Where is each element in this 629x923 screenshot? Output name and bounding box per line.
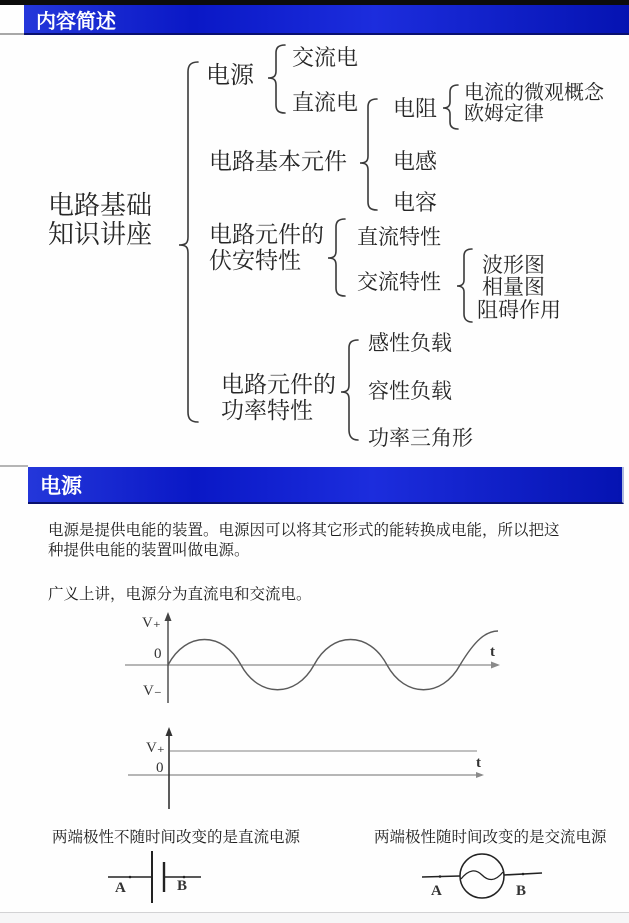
brace-vi	[328, 219, 345, 296]
ac-source-circle	[460, 854, 504, 898]
ac-vplus-label: V₊	[142, 615, 161, 631]
ac-zero-label: 0	[154, 646, 162, 662]
section1-title: 内容简述	[36, 10, 116, 33]
ac-waveform-plot	[120, 608, 518, 713]
node-dc: 直流电	[292, 90, 359, 115]
ac-source-symbol	[415, 843, 550, 911]
ac-waveform-chart	[120, 608, 518, 713]
node-vi	[209, 222, 324, 274]
node-waveform: 波形图	[482, 253, 545, 277]
brace-resistor	[443, 85, 458, 129]
node-resistor: 电阻	[393, 96, 438, 121]
node-vi-ac: 交流特性	[357, 270, 441, 294]
node-power: 电源	[206, 63, 254, 89]
ac-t-label: t	[490, 644, 495, 660]
ac-source-sine	[461, 871, 503, 880]
dc-waveform-plot	[120, 725, 500, 815]
battery-terminal-a: A	[115, 880, 126, 896]
node-capacitor: 电容	[393, 190, 438, 215]
dc-caption: 两端极性不随时间改变的是直流电源	[52, 829, 301, 846]
pw-line2: 功率特性	[221, 397, 313, 423]
x-axis-arrow	[491, 662, 500, 669]
node-impedance: 阻碍作用	[477, 298, 561, 322]
dc-zero-label: 0	[156, 760, 164, 776]
bottom-strip	[0, 912, 629, 923]
dc-t-label: t	[476, 755, 481, 771]
brace-components	[360, 99, 377, 210]
node-power-triangle: 功率三角形	[368, 426, 473, 450]
section2-title: 电源	[40, 474, 82, 498]
node-power-char	[221, 372, 336, 424]
node-inductive-load: 感性负载	[368, 331, 452, 355]
ac-vminus-label: V₋	[143, 683, 162, 699]
ac-terminal-b: B	[516, 883, 527, 899]
brace-ac-char	[457, 249, 472, 322]
battery-symbol-drawing	[100, 847, 210, 909]
definition-line2: 种提供电能的装置叫做电源。	[48, 542, 250, 559]
node-inductor: 电感	[393, 149, 438, 174]
node-resistor-sub2: 欧姆定律	[464, 103, 544, 125]
header2-left-edge	[0, 465, 28, 467]
y-axis-arrow	[166, 727, 173, 736]
vi-line2: 伏安特性	[209, 247, 301, 273]
node-ac: 交流电	[292, 45, 359, 70]
dc-vplus-label: V₊	[146, 740, 165, 756]
battery-terminal-b: B	[177, 878, 188, 894]
section2-header-bar	[28, 467, 624, 504]
brace-power-char	[341, 340, 358, 440]
brace-root	[179, 62, 198, 422]
mindmap-root	[48, 191, 152, 249]
root-line1: 电路基础	[48, 191, 153, 220]
ac-caption: 两端极性随时间改变的是交流电源	[374, 829, 607, 846]
node-resistor-sub1: 电流的微观概念	[464, 82, 604, 104]
pw-line1: 电路元件的	[221, 372, 336, 397]
ac-source-drawing	[415, 843, 550, 911]
vi-line1: 电路元件的	[209, 222, 324, 247]
node-vi-dc: 直流特性	[357, 225, 441, 249]
node-capacitive-load: 容性负载	[368, 379, 452, 403]
dc-waveform-chart	[120, 725, 500, 815]
root-line2: 知识讲座	[48, 220, 153, 250]
definition-paragraph	[48, 521, 560, 561]
definition-line1: 电源是提供电能的装置。电源因可以将其它形式的能转换成电能，所以把这	[48, 522, 560, 539]
brace-power	[268, 45, 285, 113]
node-phasor: 相量图	[482, 275, 545, 299]
node-components: 电路基本元件	[209, 149, 347, 174]
intro-sentence: 广义上讲，电源分为直流电和交流电。	[48, 586, 312, 603]
x-axis-arrow	[476, 772, 484, 778]
sine-curve	[168, 631, 498, 690]
y-axis-arrow	[165, 612, 172, 621]
battery-symbol	[100, 847, 210, 909]
ac-terminal-a: A	[431, 883, 442, 899]
